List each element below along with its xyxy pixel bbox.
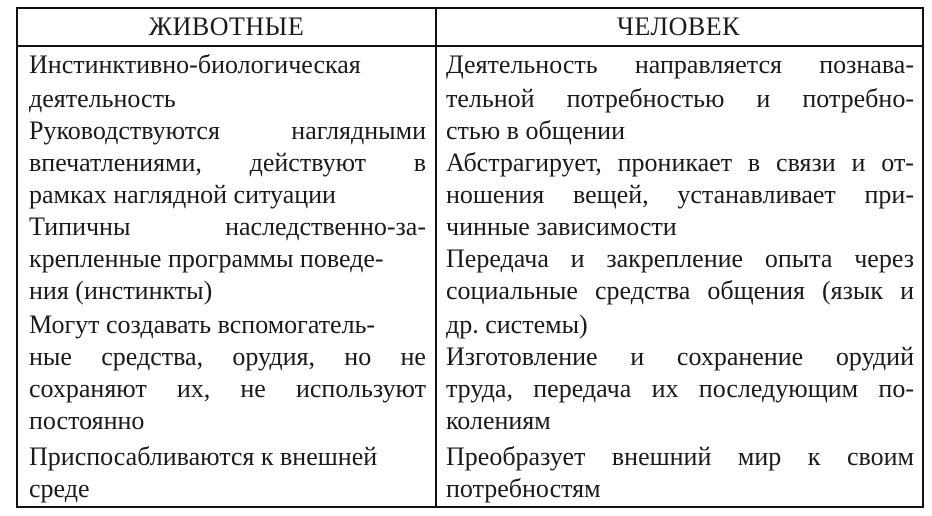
word: при- (864, 180, 914, 209)
human-line: колениям (446, 406, 551, 435)
animals-line: Приспосабливаются к внешней (29, 442, 378, 471)
header-column-divider (435, 9, 437, 45)
word: Руководствуются (29, 116, 220, 145)
word: наглядными (291, 116, 426, 145)
human-line (446, 49, 914, 81)
word: направляется (634, 50, 782, 79)
human-line (446, 179, 914, 211)
animals-line: Инстинктивно-биологическая (29, 50, 361, 79)
human-line (446, 147, 914, 179)
word: их (651, 374, 679, 403)
word: через (854, 244, 914, 273)
animals-line: постоянно (29, 406, 145, 435)
human-line (446, 373, 914, 405)
human-column (446, 47, 914, 506)
word: Преобразует (446, 442, 586, 471)
word: общения (707, 276, 805, 305)
table-body (18, 47, 922, 506)
word: внешний (611, 442, 712, 471)
word: своим (846, 442, 914, 471)
word: ношения (446, 180, 545, 209)
animals-line: среде (29, 474, 90, 503)
word: Деятельность (446, 50, 598, 79)
word: и (756, 84, 771, 113)
human-line: стью в общении (446, 116, 625, 145)
word: ные (29, 342, 72, 371)
word: от- (881, 148, 914, 177)
word: проникает (617, 148, 733, 177)
human-line (446, 441, 914, 473)
word: Типичны (29, 212, 131, 241)
word: и (851, 148, 866, 177)
word: средства (594, 276, 691, 305)
word: к (807, 442, 821, 471)
word: передача (533, 374, 632, 403)
animals-column (29, 47, 426, 506)
word: и (630, 342, 645, 371)
word: орудия, (232, 342, 315, 371)
comparison-table (16, 7, 924, 508)
word: опыта (764, 244, 833, 273)
animals-line (29, 341, 426, 373)
word: но (344, 342, 372, 371)
header-human: ЧЕЛОВЕК (617, 12, 740, 41)
word: по- (878, 374, 914, 403)
word: тельной (446, 84, 535, 113)
word: и (900, 276, 914, 305)
human-line: чинные зависимости (446, 212, 677, 241)
column-divider (435, 47, 437, 506)
word: устанавливает (677, 180, 836, 209)
animals-line (29, 147, 426, 179)
word: в (747, 148, 761, 177)
word: потребно- (802, 84, 914, 113)
word: закрепление (606, 244, 744, 273)
word: действуют (249, 148, 367, 177)
word: в (413, 148, 426, 177)
animals-line (29, 115, 426, 147)
word: познава- (819, 50, 914, 79)
animals-line: ния (инстинкты) (29, 276, 213, 305)
word: наследственно-за- (225, 212, 426, 241)
word: сохранение (676, 342, 804, 371)
word: сохраняют (29, 374, 147, 403)
human-line: потребностям (446, 474, 601, 503)
word: не (400, 342, 426, 371)
word: связи (776, 148, 836, 177)
animals-line: крепленные программы поведе- (29, 244, 384, 273)
word: средства, (101, 342, 204, 371)
word: и (570, 244, 585, 273)
word: орудий (835, 342, 914, 371)
word: используют (295, 374, 426, 403)
animals-line: Могут создавать вспомогатель- (29, 310, 376, 339)
word: социальные (446, 276, 578, 305)
header-animals: ЖИВОТНЫЕ (148, 12, 305, 41)
human-line: др. системы) (446, 310, 588, 339)
animals-line (29, 373, 426, 405)
word: (язык (822, 276, 884, 305)
word: последующим (698, 374, 859, 403)
word: Абстрагирует, (446, 148, 602, 177)
word: вещей, (572, 180, 649, 209)
animals-line: рамках наглядной ситуации (29, 180, 336, 209)
word: потребностью (566, 84, 725, 113)
animals-line: деятельность (29, 84, 176, 113)
word: Передача (446, 244, 549, 273)
word: впечатлениями, (29, 148, 202, 177)
word: их, (176, 374, 211, 403)
human-line (446, 83, 914, 115)
human-line (446, 341, 914, 373)
human-line (446, 243, 914, 275)
human-line (446, 275, 914, 307)
word: труда, (446, 374, 513, 403)
word: мир (737, 442, 782, 471)
word: не (240, 374, 266, 403)
word: Изготовление (446, 342, 598, 371)
table-header-row (18, 9, 922, 47)
animals-line (29, 211, 426, 243)
